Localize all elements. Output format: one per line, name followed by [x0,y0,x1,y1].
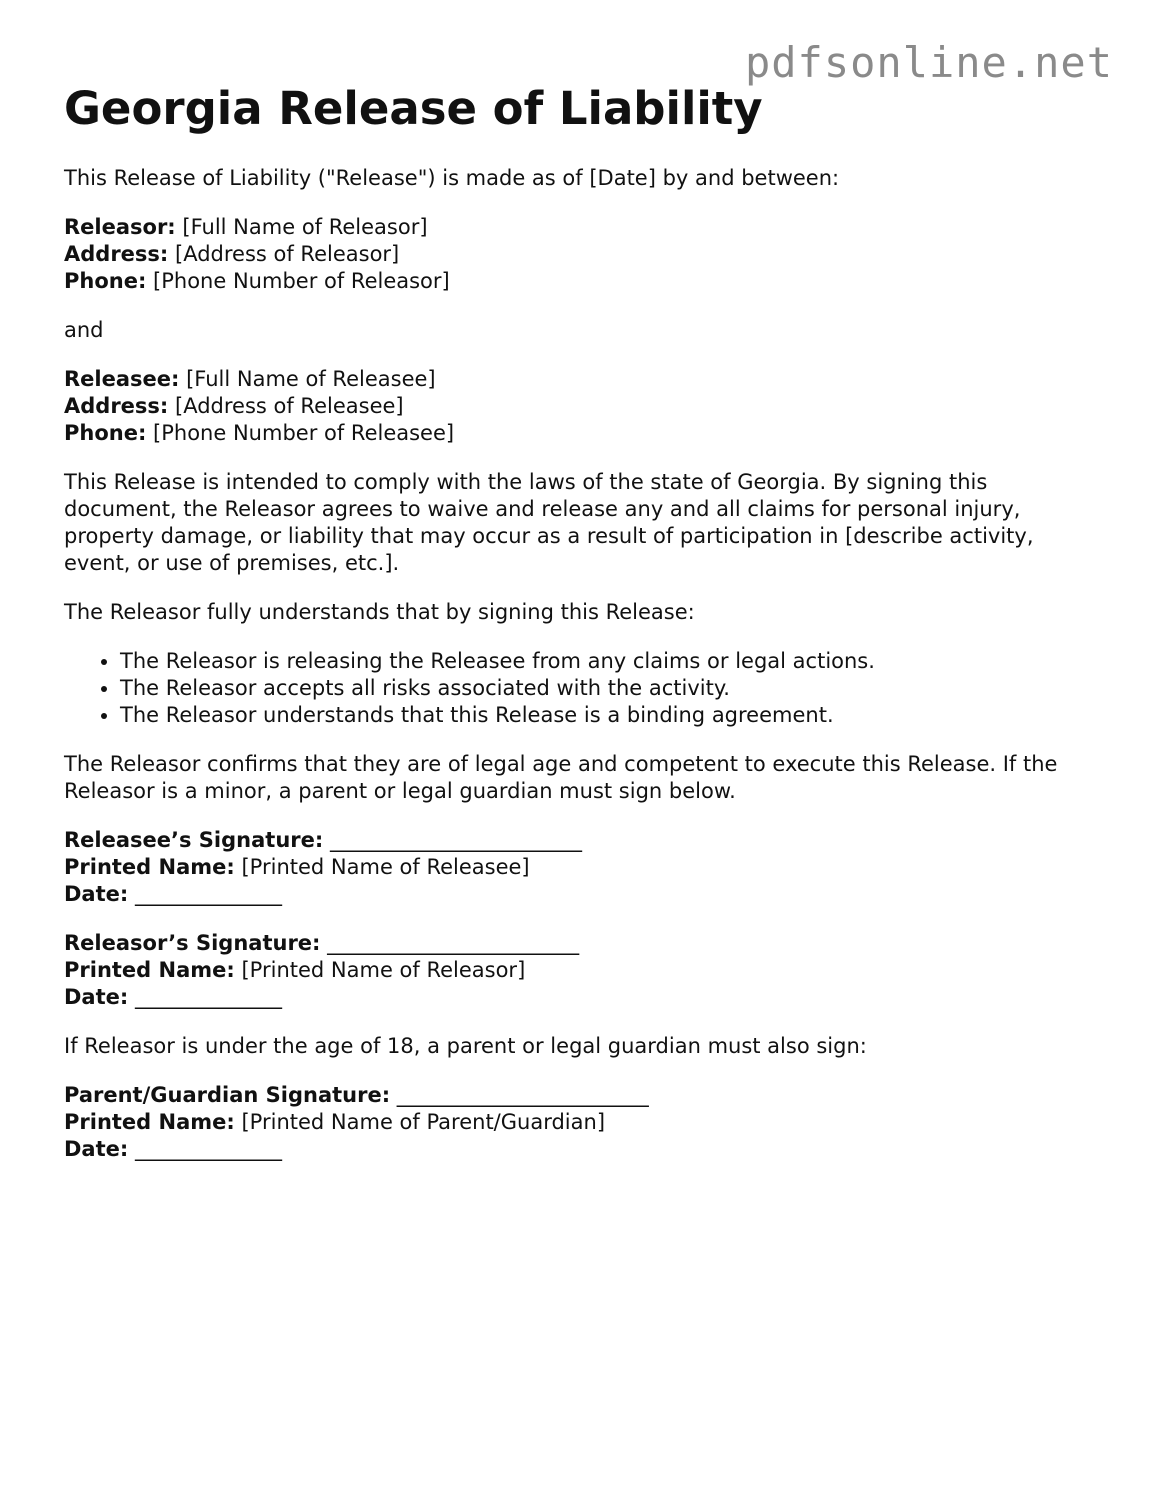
releasor-printed-name-line [64,957,1104,984]
releasee-address-value: [Address of Releasee] [175,394,404,418]
guardian-printed-name-value: [Printed Name of Parent/Guardian] [241,1110,606,1134]
guardian-printed-name-line [64,1109,1104,1136]
guardian-signature-field[interactable]: ________________________ [396,1083,649,1107]
guardian-printed-name-label: Printed Name: [64,1110,235,1134]
releasee-printed-name-line [64,854,1104,881]
releasor-name-value: [Full Name of Releasor] [182,215,428,239]
releasee-date-field[interactable]: ______________ [134,882,282,906]
guardian-signature-line [64,1082,1104,1109]
guardian-signature-block [64,1082,1104,1163]
releasor-signature-label: Releasor’s Signature: [64,931,321,955]
releasor-address-value: [Address of Releasor] [175,242,400,266]
releasee-date-label: Date: [64,882,129,906]
releasor-info [64,214,1104,295]
releasee-name-label: Releasee: [64,367,180,391]
list-item: • The Releasor accepts all risks associated with the activity. [120,675,1104,702]
document-title: Georgia Release of Liability [64,82,763,135]
compliance-paragraph: This Release is intended to comply with the laws of the state of Georgia. By signing this document, the Releasor agrees to waive and release any and all claims for personal injury, property damage, or liability that may occur as a result of participation in [describe activity, event, or use of premises, etc.]. [64,470,1034,575]
releasee-phone-label: Phone: [64,421,147,445]
document-body [64,82,1104,1185]
releasor-phone-line [64,268,1104,295]
and-text: and [64,318,104,342]
releasor-phone-label: Phone: [64,269,147,293]
releasor-date-label: Date: [64,985,129,1009]
releasee-phone-value: [Phone Number of Releasee] [153,421,455,445]
releasee-signature-label: Releasee’s Signature: [64,828,324,852]
releasor-date-line [64,984,1104,1011]
releasor-signature-block [64,930,1104,1011]
releasee-phone-line [64,420,1104,447]
releasor-signature-field[interactable]: ________________________ [327,931,580,955]
releasee-address-line [64,393,1104,420]
releasor-printed-name-label: Printed Name: [64,958,235,982]
watermark: pdfsonline.net [744,38,1113,87]
releasee-signature-field[interactable]: ________________________ [329,828,582,852]
list-item: • The Releasor understands that this Release is a binding agreement. [120,702,1104,729]
guardian-date-line [64,1136,1104,1163]
intro-paragraph: This Release of Liability ("Release") is made as of [Date] by and between: [64,166,840,190]
releasee-name-value: [Full Name of Releasee] [186,367,436,391]
releasee-info [64,366,1104,447]
guardian-date-field[interactable]: ______________ [134,1137,282,1161]
releasee-date-line [64,881,1104,908]
releasee-signature-line [64,827,1104,854]
guardian-date-label: Date: [64,1137,129,1161]
releasor-date-field[interactable]: ______________ [134,985,282,1009]
releasee-printed-name-value: [Printed Name of Releasee] [241,855,530,879]
releasor-address-line [64,241,1104,268]
releasor-signature-line [64,930,1104,957]
releasee-name-line [64,366,1104,393]
releasor-name-line [64,214,1104,241]
minor-note: If Releasor is under the age of 18, a parent or legal guardian must also sign: [64,1034,867,1058]
releasee-address-label: Address: [64,394,169,418]
releasee-printed-name-label: Printed Name: [64,855,235,879]
list-item: • The Releasor is releasing the Releasee from any claims or legal actions. [120,648,1104,675]
releasor-name-label: Releasor: [64,215,176,239]
confirm-paragraph: The Releasor confirms that they are of legal age and competent to execute this Release. If the Releasor is a minor, a parent or legal guardian must sign below. [64,752,1058,803]
releasee-signature-block [64,827,1104,908]
understands-intro: The Releasor fully understands that by signing this Release: [64,600,695,624]
acknowledgement-list [64,648,1104,729]
guardian-signature-label: Parent/Guardian Signature: [64,1083,391,1107]
releasor-printed-name-value: [Printed Name of Releasor] [241,958,526,982]
releasor-phone-value: [Phone Number of Releasor] [153,269,450,293]
releasor-address-label: Address: [64,242,169,266]
